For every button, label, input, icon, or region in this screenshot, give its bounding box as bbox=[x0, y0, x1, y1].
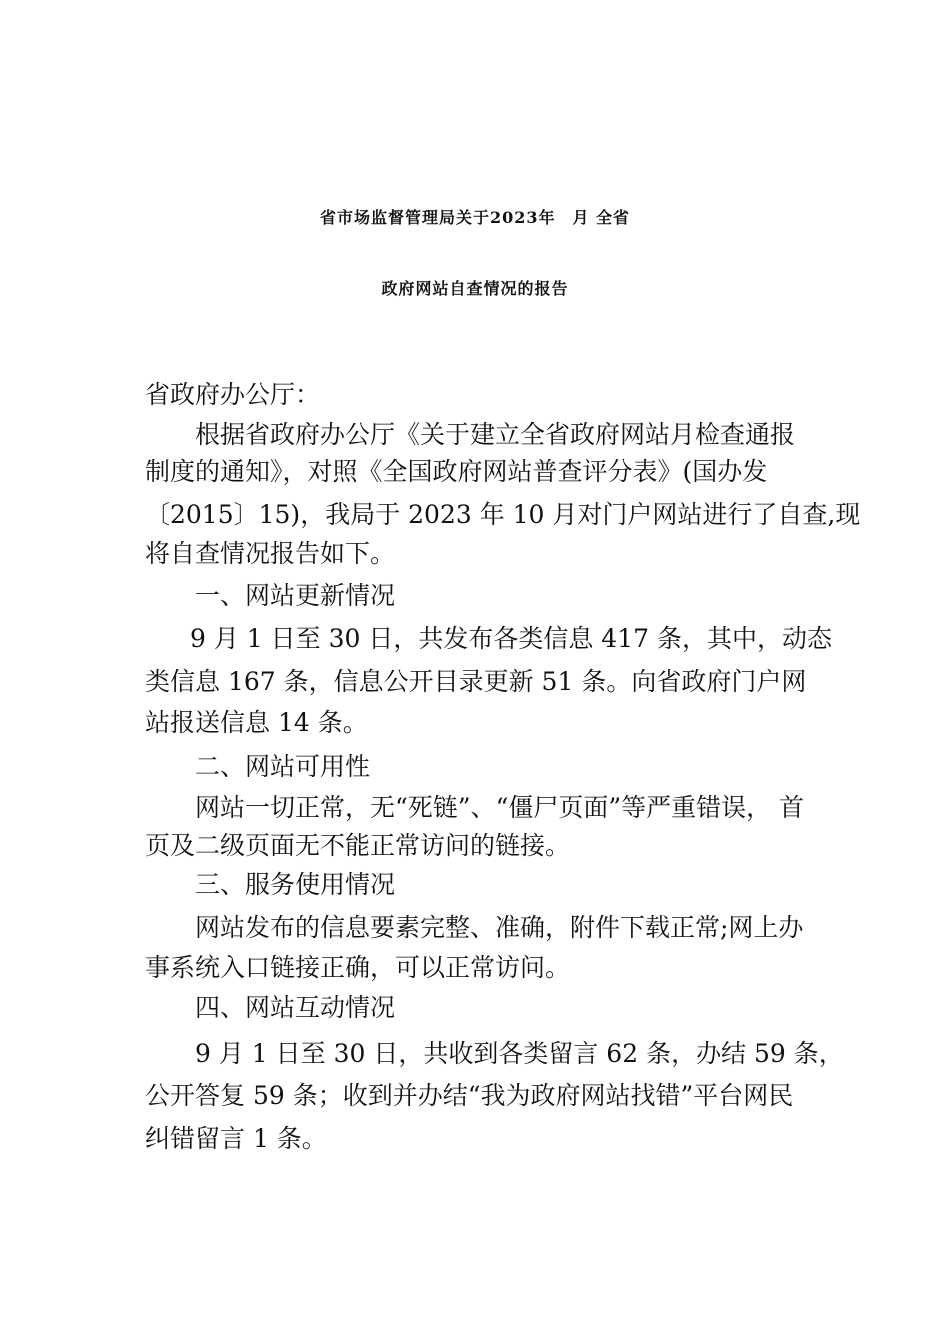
intro-line: 将自查情况报告如下。 bbox=[145, 539, 396, 568]
section-heading: 二、网站可用性 bbox=[195, 752, 371, 781]
document-title-line-2: 政府网站自查情况的报告 bbox=[381, 279, 569, 298]
intro-line: 根据省政府办公厅《关于建立全省政府网站月检查通报 bbox=[195, 420, 796, 449]
body-line: 事系统入口链接正确，可以正常访问。 bbox=[145, 953, 571, 982]
body-line: 公开答复 59 条；收到并办结“我为政府网站找错”平台网民 bbox=[145, 1081, 794, 1110]
body-line: 纠错留言 1 条。 bbox=[145, 1124, 327, 1153]
document-title-line-1: 省市场监督管理局关于2023年 月 全省 bbox=[319, 208, 631, 227]
body-line: 9 月 1 日至 30 日，共收到各类留言 62 条，办结 59 条， bbox=[195, 1039, 844, 1068]
section-heading: 三、服务使用情况 bbox=[195, 870, 396, 899]
body-line: 网站一切正常，无“死链”、“僵尸页面”等严重错误， 首 bbox=[195, 793, 805, 822]
body-line: 网站发布的信息要素完整、准确，附件下载正常;网上办 bbox=[195, 913, 804, 942]
intro-line: 制度的通知》，对照《全国政府网站普查评分表》(国办发 bbox=[145, 457, 768, 486]
section-heading: 一、网站更新情况 bbox=[195, 581, 396, 610]
body-line: 类信息 167 条，信息公开目录更新 51 条。向省政府门户网 bbox=[145, 667, 807, 696]
intro-line: 〔2015〕15)，我局于 2023 年 10 月对门户网站进行了自查,现 bbox=[145, 500, 861, 529]
addressee: 省政府办公厅： bbox=[145, 380, 321, 409]
body-line: 站报送信息 14 条。 bbox=[145, 708, 368, 737]
section-heading: 四、网站互动情况 bbox=[195, 993, 396, 1022]
body-line: 页及二级页面无不能正常访问的链接。 bbox=[145, 831, 571, 860]
body-line: 9 月 1 日至 30 日，共发布各类信息 417 条，其中，动态 bbox=[190, 624, 832, 653]
